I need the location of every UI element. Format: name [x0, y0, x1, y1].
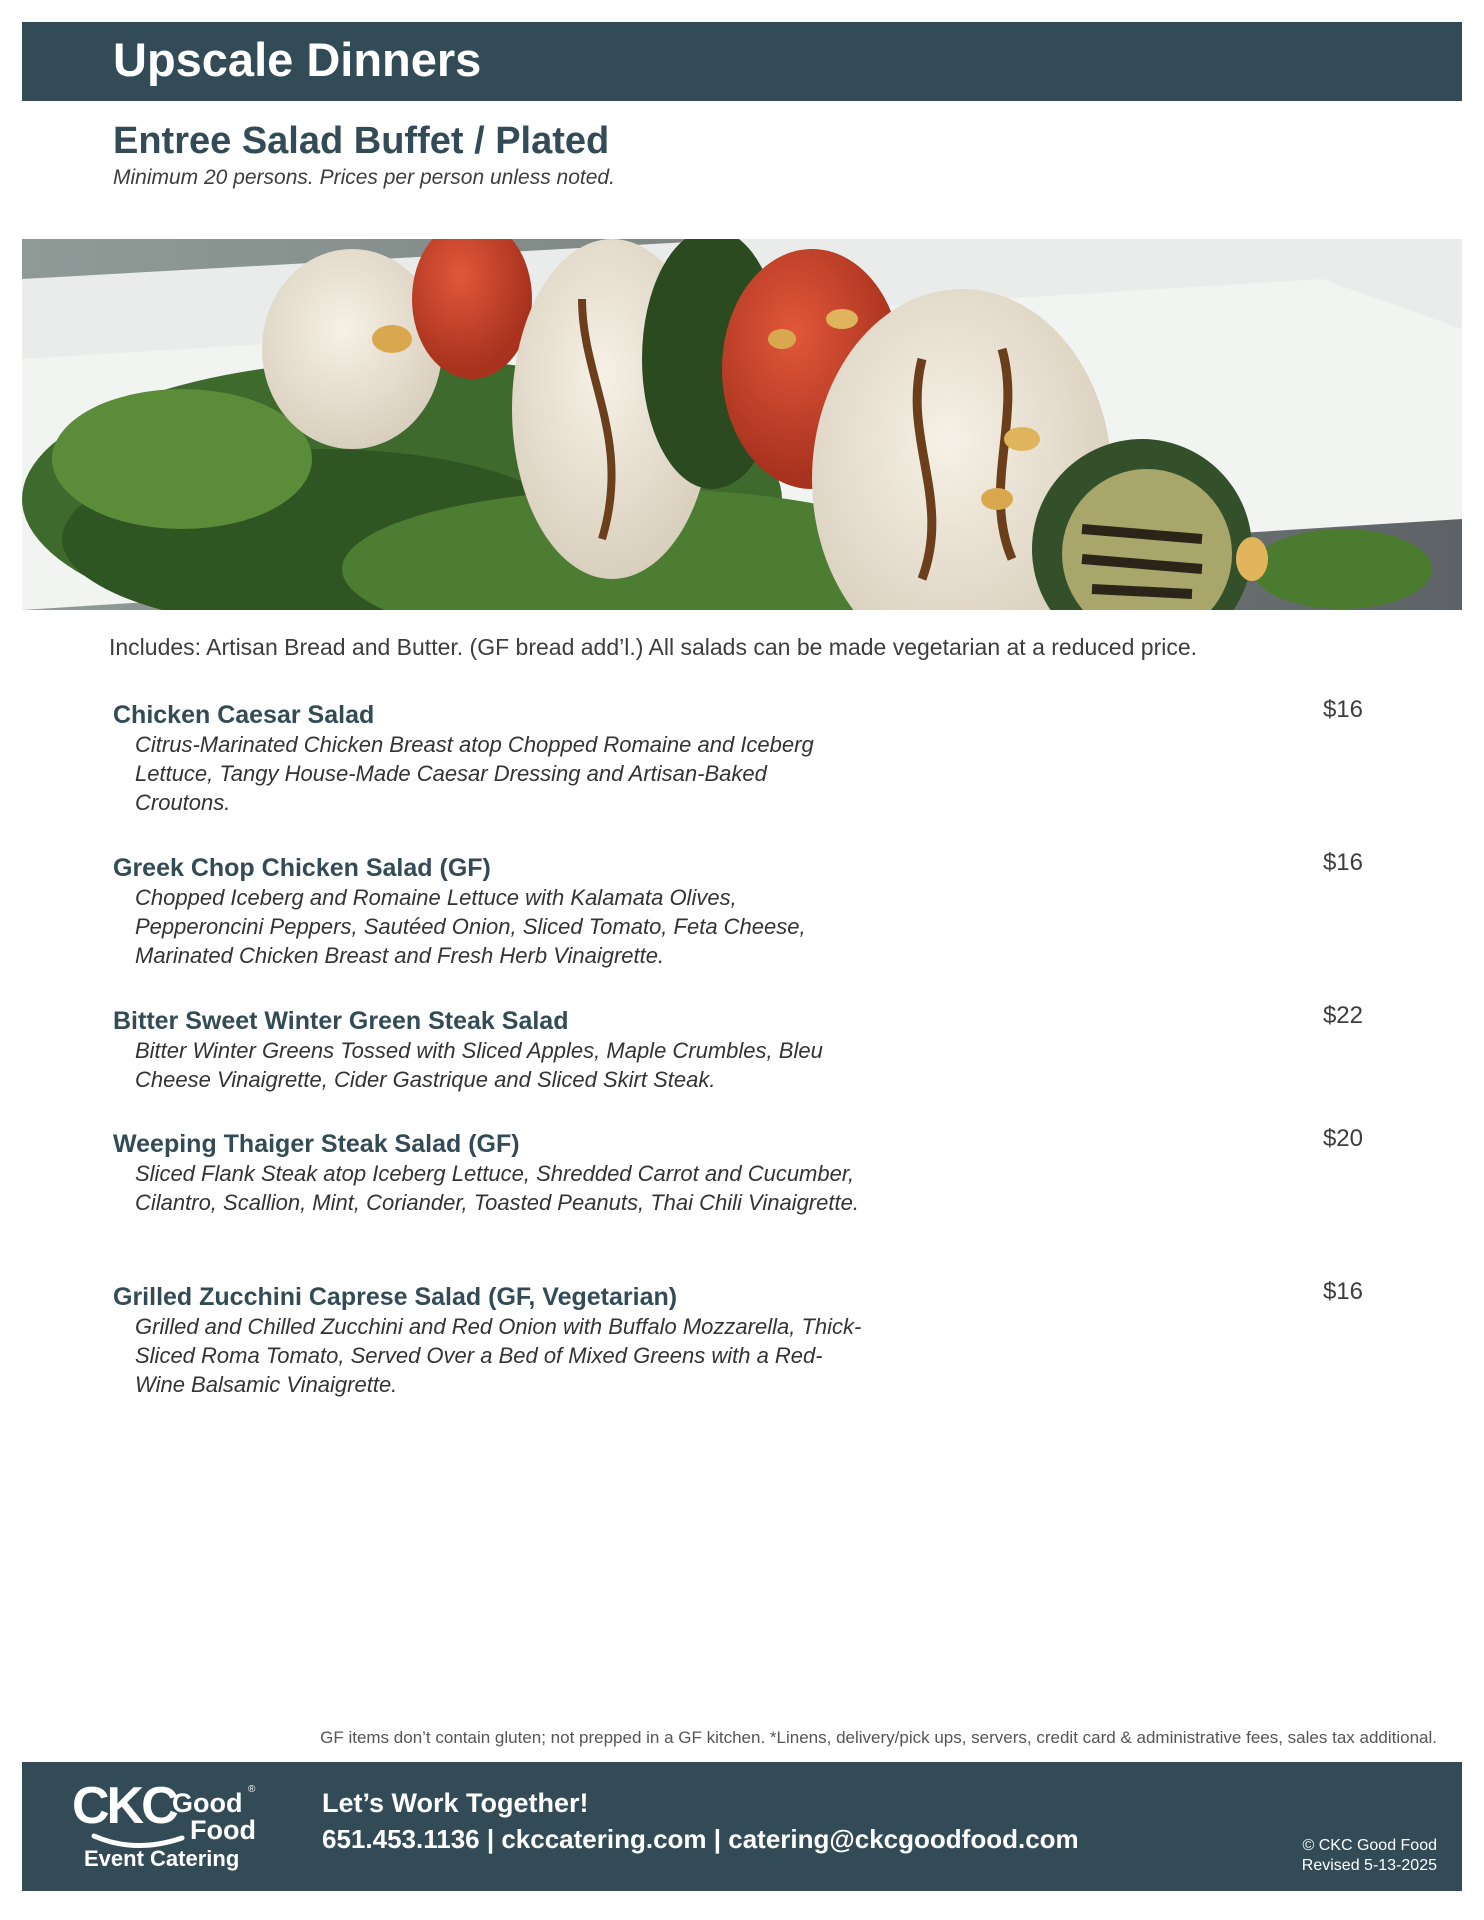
menu-item-name: Chicken Caesar Salad [113, 701, 375, 729]
menu-item-price: $22 [1322, 1002, 1363, 1029]
footer-tagline: Let’s Work Together! [322, 1788, 589, 1818]
menu-item-description: Grilled and Chilled Zucchini and Red Onion with Buffalo Mozzarella, Thick-Sliced Roma Tomato, Served Over a Bed of Mixed Greens with a Red-Wine Balsamic Vinaigrette. [135, 1314, 862, 1397]
menu-item-description: Sliced Flank Steak atop Iceberg Lettuce, Shredded Carrot and Cucumber, Cilantro, Scallion, Mint, Coriander, Toasted Peanuts, Thai Chili Vinaigrette. [135, 1161, 859, 1215]
footer-contact: 651.453.1136 | ckccatering.com | catering@ckcgoodfood.com [322, 1824, 1079, 1854]
menu-item-description: Citrus-Marinated Chicken Breast atop Chopped Romaine and Iceberg Lettuce, Tangy House-Made Caesar Dressing and Artisan-Baked Croutons. [135, 732, 814, 815]
revised-date: Revised 5-13-2025 [1301, 1857, 1437, 1874]
menu-item [113, 696, 1363, 817]
salad-photo [22, 239, 1462, 610]
menu-item-price: $16 [1322, 849, 1363, 876]
ckc-logo [72, 1777, 272, 1880]
menu-item [113, 1278, 1363, 1399]
menu-item-price: $16 [1322, 1278, 1363, 1305]
menu-item [113, 849, 1363, 970]
menu-item [113, 1002, 1363, 1094]
menu-item-name: Bitter Sweet Winter Green Steak Salad [113, 1007, 569, 1035]
logo-food-text: Food [190, 1815, 256, 1845]
section-subtitle: Minimum 20 persons. Prices per person unless noted. [113, 166, 615, 189]
menu-item-price: $20 [1322, 1125, 1363, 1152]
section-title: Entree Salad Buffet / Plated [113, 120, 610, 162]
footer-copyright [1302, 1836, 1437, 1876]
header-bar [22, 22, 1462, 101]
menu-item-description: Chopped Iceberg and Romaine Lettuce with Kalamata Olives, Pepperoncini Peppers, Sautéed Onion, Sliced Tomato, Feta Cheese, Marinated Chicken Breast and Fresh Herb Vinaigrette. [135, 885, 806, 968]
page-title: Upscale Dinners [113, 33, 482, 86]
logo-event-catering-text: Event Catering [84, 1846, 240, 1871]
copyright-text: © CKC Good Food [1302, 1837, 1437, 1854]
logo-registered-mark: ® [248, 1784, 256, 1795]
footer-bar [22, 1762, 1462, 1891]
menu-item-name: Weeping Thaiger Steak Salad (GF) [113, 1130, 520, 1158]
disclaimer: GF items don’t contain gluten; not prepped in a GF kitchen. *Linens, delivery/pick ups, servers, credit card & administrative fees, sales tax additional. [320, 1728, 1437, 1747]
menu-item-name: Greek Chop Chicken Salad (GF) [113, 854, 491, 882]
menu-item-name: Grilled Zucchini Caprese Salad (GF, Vegetarian) [113, 1283, 678, 1311]
menu-item-price: $16 [1322, 696, 1363, 723]
menu-item [113, 1125, 1363, 1217]
includes-note: Includes: Artisan Bread and Butter. (GF bread add’l.) All salads can be made vegetarian at a reduced price. [109, 634, 1198, 660]
logo-ckc-text: CKC [72, 1777, 176, 1835]
menu-item-description: Bitter Winter Greens Tossed with Sliced Apples, Maple Crumbles, Bleu Cheese Vinaigrette, Cider Gastrique and Sliced Skirt Steak. [135, 1038, 823, 1092]
logo-good-text: Good [172, 1788, 243, 1818]
salad-photo-illustration [22, 239, 1462, 610]
